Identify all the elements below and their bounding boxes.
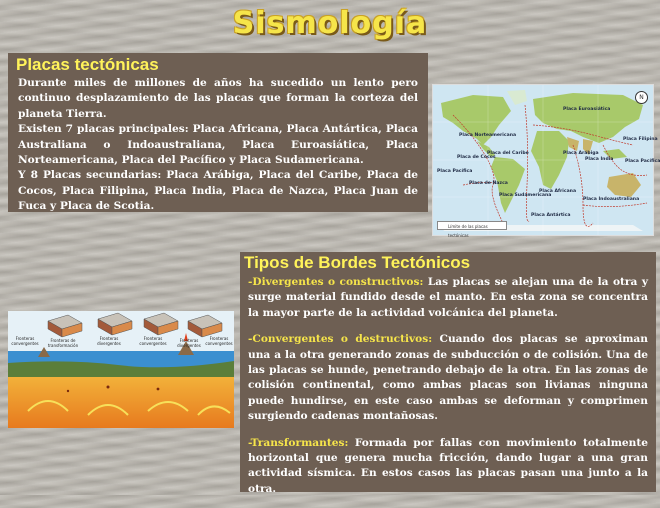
border-text-transform: Formada por fallas con movimiento totalmente horizontal que genera mucha fricción, dando lugar a una gran actividad sísmica. En estos casos las placas pasan una junto a la otra. bbox=[248, 436, 648, 495]
section-heading-borders: Tipos de Bordes Tectónicos bbox=[244, 253, 471, 272]
border-term-divergent: -Divergentes o constructivos: bbox=[248, 276, 424, 288]
map-label-pacifico-e: Placa Pacífica bbox=[437, 169, 473, 174]
diagram-label-4: Fronteras convergentes bbox=[139, 336, 167, 346]
border-text-divergent: Las placas se alejan una de la otra y surge material fundido desde el manto. En esta zona se concentra la mayor parte de la actividad volcánica del planeta. bbox=[248, 276, 648, 319]
map-label-euroasiatica: Placa Euroasiática bbox=[563, 107, 611, 112]
border-term-transform: -Transformantes: bbox=[248, 436, 349, 449]
map-label-norteamericana: Placa Norteamericana bbox=[459, 133, 517, 138]
plate-boundaries-diagram bbox=[8, 311, 234, 428]
map-label-sudamericana: Placa Sudamericana bbox=[499, 193, 552, 198]
border-item-transform bbox=[248, 436, 648, 498]
boundary-types-panel bbox=[240, 252, 656, 495]
map-label-antartica: Placa Antártica bbox=[531, 213, 571, 218]
plates-paragraph-1: Durante miles de millones de años ha sucedido un lento pero continuo desplazamiento de las placas que forman la corteza del planeta Tierra. bbox=[18, 77, 418, 120]
world-plates-map bbox=[432, 84, 660, 238]
border-term-convergent: -Convergentes o destructivos: bbox=[248, 333, 433, 346]
borders-text bbox=[248, 275, 648, 508]
map-legend: Límite de las placas tectónicas bbox=[437, 221, 507, 230]
tectonic-plates-panel bbox=[8, 53, 428, 212]
border-item-convergent bbox=[248, 332, 648, 424]
page-title: Sismología bbox=[232, 6, 428, 41]
map-label-filipina: Placa Filipina bbox=[623, 137, 658, 142]
map-label-cocos: Placa de Cocos bbox=[457, 155, 496, 160]
border-item-divergent bbox=[248, 275, 648, 321]
diagram-graphic bbox=[8, 311, 234, 428]
map-label-arabiga: Placa Arábiga bbox=[563, 151, 599, 156]
map-label-nazca: Placa de Nazca bbox=[469, 181, 508, 186]
plates-text bbox=[18, 76, 418, 215]
diagram-label-2: Fronteras de transformación bbox=[47, 338, 79, 348]
border-text-convergent: Cuando dos placas se aproximan una a la otra generando zonas de subducción o de colisión. Una de las placas se hunde, penetrando debajo de la otra. En las zonas de colisión continental, como ambas placas son livianas ninguna puede hundirse, en este caso ambas se deforman y comprimen surgiendo cadenas montañosas. bbox=[248, 333, 648, 423]
compass-icon: N bbox=[635, 91, 648, 104]
diagram-label-3: Fronteras divergentes bbox=[97, 336, 121, 346]
map-label-africana: Placa Africana bbox=[539, 189, 577, 194]
map-label-indoaustraliana: Placa Indoaustraliana bbox=[583, 197, 640, 202]
plates-paragraph-2: Existen 7 placas principales: Placa Africana, Placa Antártica, Placa Australiana o Indoaustraliana, Placa Euroasiática, Placa Norteamericana, Placa del Pacífico y Placa Sudamericana. bbox=[18, 123, 418, 167]
diagram-label-6: Fronteras convergentes bbox=[205, 336, 233, 346]
plates-paragraph-3: Y 8 Placas secundarias: Placa Arábiga, Placa del Caribe, Placa de Cocos, Placa Filipina, Placa India, Placa de Nazca, Placa Juan de Fuca y Placa de Scotia. bbox=[18, 169, 418, 213]
map-label-india: Placa India bbox=[585, 157, 614, 162]
map-label-caribe: Placa del Caribe bbox=[487, 151, 529, 156]
section-heading-plates: Placas tectónicas bbox=[16, 55, 159, 74]
diagram-label-1: Fronteras convergentes bbox=[11, 336, 39, 346]
diagram-label-5: Fronteras divergentes bbox=[177, 338, 201, 348]
map-label-pacifico-w: Placa Pacífica bbox=[625, 159, 660, 164]
